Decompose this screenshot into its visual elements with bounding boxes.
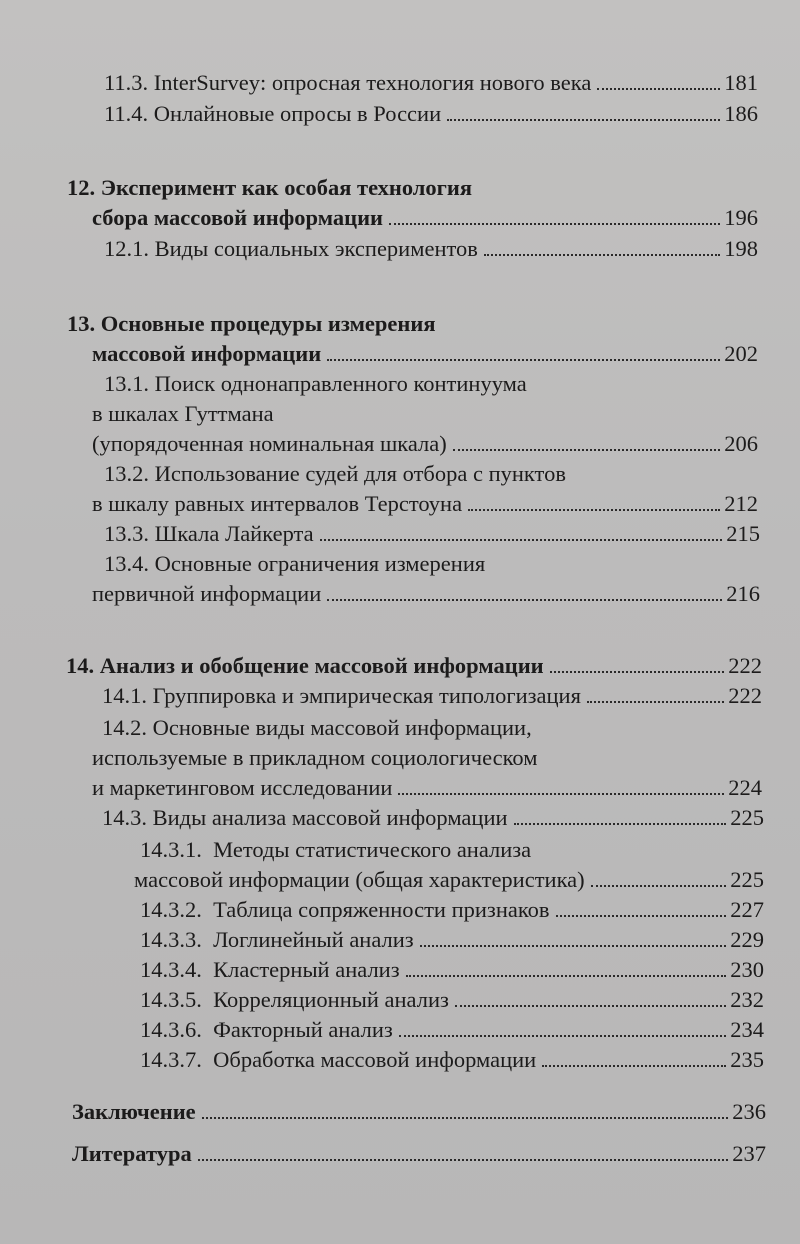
toc-entry-title: 14.1. Группировка и эмпирическая типологизация: [102, 683, 581, 708]
toc-entry-title: массовой информации (общая характеристика): [134, 867, 585, 892]
dot-leader: [556, 915, 727, 917]
dot-leader: [591, 885, 727, 887]
toc-entry: [140, 1016, 764, 1044]
toc-page-number: 225: [730, 867, 764, 892]
toc-page-number: 222: [728, 683, 762, 708]
toc-page-number: 232: [730, 987, 764, 1012]
dot-leader: [453, 449, 720, 451]
toc-entry-conclusion: [72, 1098, 766, 1126]
toc-entry-title: 14. Анализ и обобщение массовой информации: [66, 653, 544, 678]
toc-entry-title: 14.3.5. Корреляционный анализ: [140, 987, 449, 1012]
dot-leader: [468, 509, 720, 511]
dot-leader: [514, 823, 727, 825]
toc-page-number: 202: [724, 341, 758, 366]
toc-entry: [140, 896, 764, 924]
toc-page-number: 227: [730, 897, 764, 922]
dot-leader: [202, 1117, 729, 1119]
dot-leader: [550, 671, 725, 673]
toc-entry-line: используемые в прикладном социологическом: [92, 745, 538, 770]
toc-entry: [104, 100, 758, 128]
toc-entry-title: в шкалу равных интервалов Терстоуна: [92, 491, 463, 516]
toc-entry-line: 13.4. Основные ограничения измерения: [104, 551, 486, 576]
dot-leader: [484, 254, 720, 256]
toc-entry: [92, 430, 758, 458]
toc-entry: [92, 580, 760, 608]
toc-entry: [104, 520, 760, 548]
toc-page-number: 215: [726, 521, 760, 546]
toc-entry-chapter: [92, 204, 758, 232]
toc-entry-line: 13.2. Использование судей для отбора с пунктов: [104, 461, 566, 486]
toc-entry: [102, 804, 764, 832]
toc-entry: [140, 926, 764, 954]
dot-leader: [198, 1159, 729, 1161]
chapter-heading: 12. Эксперимент как особая технология: [67, 175, 473, 200]
dot-leader: [420, 945, 727, 947]
toc-entry-title: 13.3. Шкала Лайкерта: [104, 521, 314, 546]
dot-leader: [399, 1035, 726, 1037]
toc-entry-literature: [72, 1140, 766, 1168]
toc-page-number: 236: [732, 1099, 766, 1124]
dot-leader: [447, 119, 720, 121]
toc-entry: [140, 1046, 764, 1074]
toc-entry-chapter: [92, 340, 758, 368]
toc-entry-title: и маркетинговом исследовании: [92, 775, 393, 800]
chapter-heading: 13. Основные процедуры измерения: [67, 311, 436, 336]
toc-entry: [140, 986, 764, 1014]
toc-page-number: 229: [730, 927, 764, 952]
toc-entry: [134, 866, 764, 894]
toc-entry: [104, 235, 758, 263]
toc-page-number: 198: [724, 236, 758, 261]
toc-entry: [102, 682, 762, 710]
toc-entry-title: 14.3.7. Обработка массовой информации: [140, 1047, 537, 1072]
toc-entry-title: Литература: [72, 1141, 192, 1166]
toc-entry-chapter: [66, 652, 762, 680]
toc-entry-title: 14.3.4. Кластерный анализ: [140, 957, 400, 982]
toc-entry: [140, 956, 764, 984]
toc-entry-title: 11.3. InterSurvey: опросная технология нового века: [104, 70, 592, 95]
toc-page-number: 230: [730, 957, 764, 982]
toc-entry-title: сбора массовой информации: [92, 205, 384, 230]
toc-page-number: 225: [730, 805, 764, 830]
toc-entry-title: 11.4. Онлайновые опросы в России: [104, 101, 442, 126]
toc-entry-title: Заключение: [72, 1099, 196, 1124]
toc-entry-title: 14.3. Виды анализа массовой информации: [102, 805, 508, 830]
dot-leader: [327, 359, 720, 361]
toc-entry-title: 12.1. Виды социальных экспериментов: [104, 236, 478, 261]
dot-leader: [406, 975, 727, 977]
toc-page-number: 212: [724, 491, 758, 516]
toc-entry-title: (упорядоченная номинальная шкала): [92, 431, 447, 456]
toc-entry-line: в шкалах Гуттмана: [92, 401, 274, 426]
toc-entry-line: 13.1. Поиск однонаправленного континуума: [104, 371, 527, 396]
dot-leader: [542, 1065, 726, 1067]
toc-page-number: 216: [726, 581, 760, 606]
dot-leader: [389, 223, 720, 225]
toc-page-number: 186: [724, 101, 758, 126]
toc-entry-title: первичной информации: [92, 581, 322, 606]
toc-page-number: 181: [724, 70, 758, 95]
toc-page-number: 237: [732, 1141, 766, 1166]
toc-entry-title: 14.3.6. Факторный анализ: [140, 1017, 393, 1042]
toc-page-number: 222: [728, 653, 762, 678]
toc-entry: [92, 490, 758, 518]
toc-entry-line: 14.3.1. Методы статистического анализа: [140, 837, 532, 862]
toc-entry: [104, 69, 758, 97]
dot-leader: [597, 88, 720, 90]
toc-entry: [92, 774, 762, 802]
dot-leader: [398, 793, 724, 795]
toc-entry-title: 14.3.2. Таблица сопряженности признаков: [140, 897, 550, 922]
dot-leader: [320, 539, 723, 541]
dot-leader: [587, 701, 724, 703]
dot-leader: [455, 1005, 726, 1007]
toc-page-number: 206: [724, 431, 758, 456]
toc-page-number: 196: [724, 205, 758, 230]
toc-page-number: 235: [730, 1047, 764, 1072]
toc-entry-title: 14.3.3. Логлинейный анализ: [140, 927, 414, 952]
toc-page-number: 234: [730, 1017, 764, 1042]
toc-entry-title: массовой информации: [92, 341, 322, 366]
dot-leader: [327, 599, 722, 601]
toc-entry-line: 14.2. Основные виды массовой информации,: [102, 715, 532, 740]
toc-page-number: 224: [728, 775, 762, 800]
